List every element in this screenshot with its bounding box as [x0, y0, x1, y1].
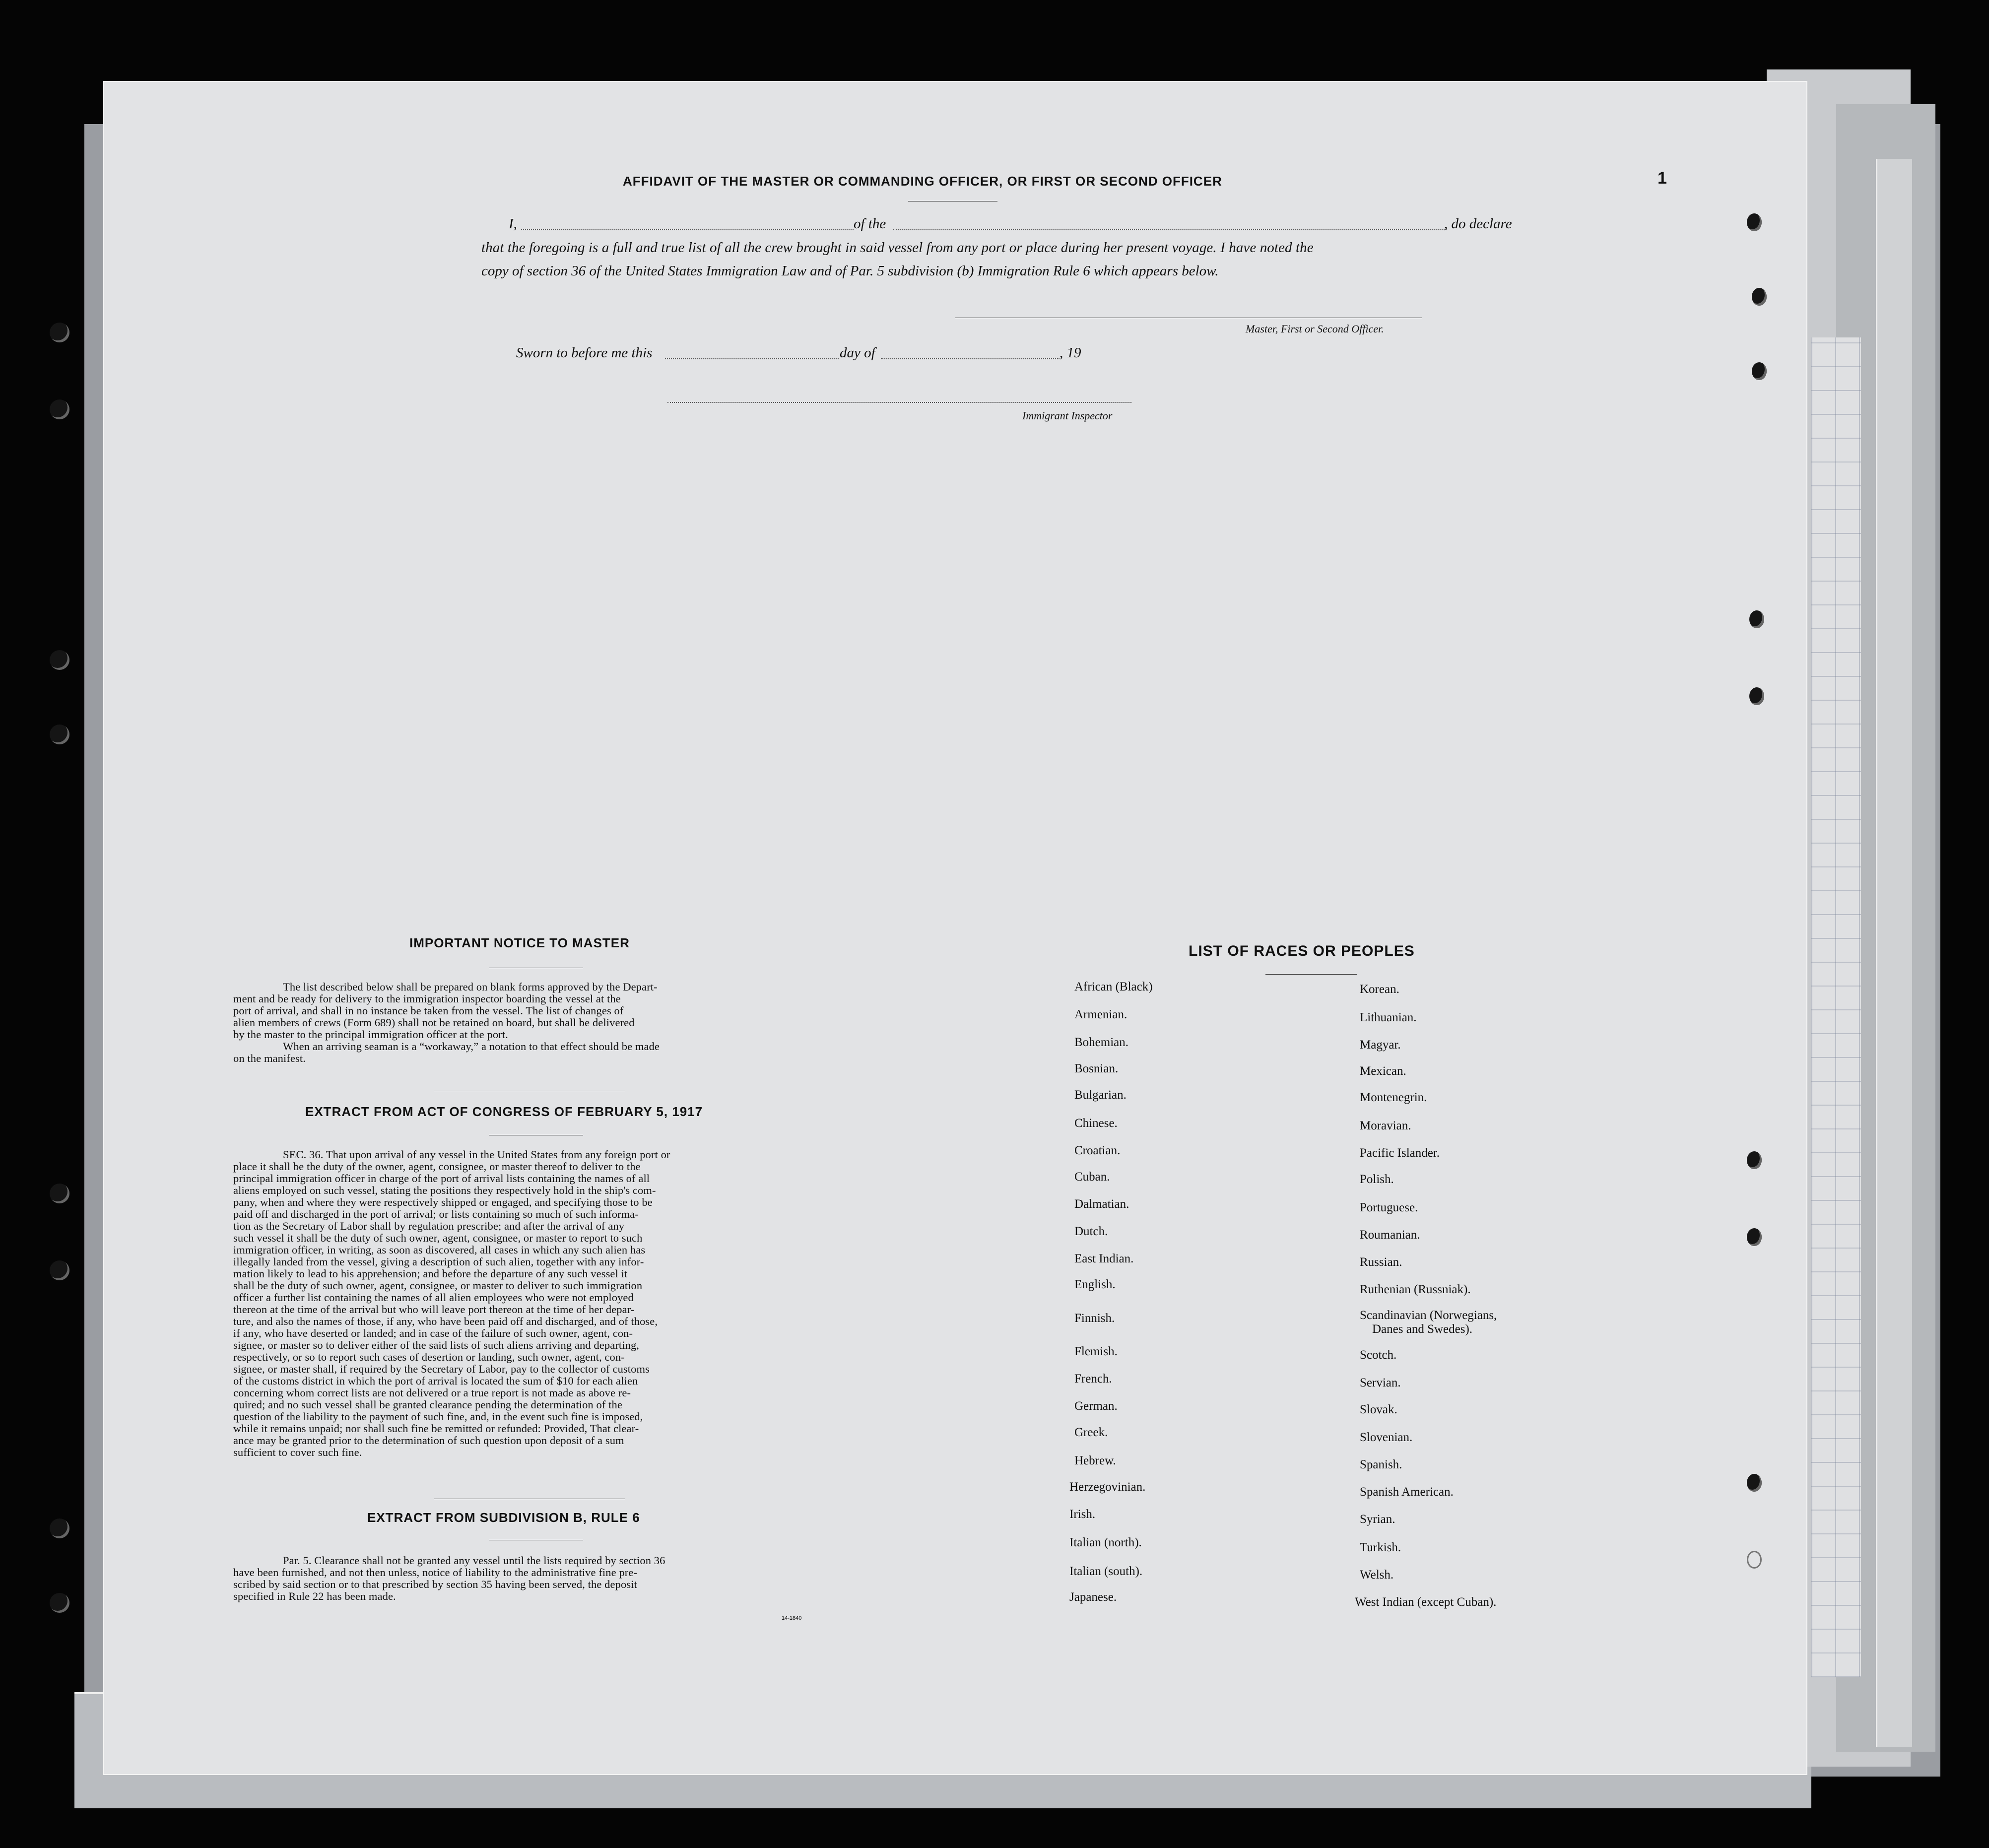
- act-line: pany, when and where they were respectively shipped or engaged, and specifying those to be: [233, 1196, 653, 1208]
- race-right: Korean.: [1360, 983, 1399, 996]
- rule-line: Par. 5. Clearance shall not be granted any vessel until the lists required by section 36: [283, 1554, 665, 1567]
- binder-hole: [1747, 213, 1762, 231]
- race-right: Moravian.: [1360, 1119, 1411, 1132]
- race-right: Spanish American.: [1360, 1485, 1454, 1499]
- race-left: Herzegovinian.: [1069, 1480, 1146, 1494]
- act-line: officer a further list containing the names of all alien employees who were not employed: [233, 1291, 634, 1304]
- affidavit-title: AFFIDAVIT OF THE MASTER OR COMMANDING OFFICER, OR FIRST OR SECOND OFFICER: [623, 174, 1222, 189]
- month-blank: [881, 358, 1060, 359]
- affidavit-i: I,: [509, 216, 517, 232]
- sworn-prefix: Sworn to before me this: [516, 345, 653, 361]
- binder-hole: [1747, 1551, 1762, 1569]
- binder-hole: [1747, 1151, 1762, 1169]
- race-left: Bosnian.: [1074, 1062, 1119, 1075]
- binder-hole: [1747, 1474, 1762, 1492]
- binder-hole: [50, 399, 69, 419]
- form-number: 14-1840: [782, 1615, 802, 1621]
- notice-line: ment and be ready for delivery to the immigration inspector boarding the vessel at the: [233, 992, 621, 1005]
- inspector-line: [667, 402, 1131, 403]
- rule-line: have been furnished, and not then unless, notice of liability to the administrative fine pre-: [233, 1566, 638, 1579]
- race-right: Danes and Swedes).: [1372, 1322, 1473, 1336]
- race-left: Greek.: [1074, 1426, 1108, 1439]
- binder-hole: [50, 1593, 69, 1613]
- race-left: Dutch.: [1074, 1225, 1108, 1238]
- race-left: Chinese.: [1074, 1117, 1118, 1130]
- act-line: signee, or master so to deliver either of the said lists of such aliens arriving and departing,: [233, 1339, 640, 1351]
- race-right: Ruthenian (Russniak).: [1360, 1283, 1471, 1296]
- race-right: Scandinavian (Norwegians,: [1360, 1309, 1497, 1322]
- act-line: SEC. 36. That upon arrival of any vessel in the United States from any foreign port or: [283, 1148, 670, 1161]
- race-left: Flemish.: [1074, 1345, 1118, 1358]
- binder-hole: [1747, 1228, 1762, 1246]
- inspector-label: Immigrant Inspector: [1022, 409, 1113, 422]
- race-right: West Indian (except Cuban).: [1355, 1595, 1497, 1609]
- act-line: mation likely to lead to his apprehension; and before the departure of any such vessel it: [233, 1267, 628, 1280]
- act-line: ance may be granted prior to the determination of such question upon deposit of a sum: [233, 1434, 624, 1447]
- race-left: English.: [1074, 1278, 1116, 1291]
- sworn-day: day of: [840, 345, 875, 361]
- race-right: Spanish.: [1360, 1458, 1402, 1471]
- binder-hole: [50, 1518, 69, 1538]
- race-left: Hebrew.: [1074, 1454, 1116, 1467]
- act-line: sufficient to cover such fine.: [233, 1446, 362, 1458]
- race-right: Polish.: [1360, 1173, 1394, 1186]
- notice-line: alien members of crews (Form 689) shall not be retained on board, but shall be delivered: [233, 1016, 635, 1029]
- binder-hole: [50, 1260, 69, 1280]
- name-blank: [521, 229, 854, 230]
- race-left: East Indian.: [1074, 1252, 1134, 1265]
- act-line: place it shall be the duty of the owner, agent, consignee, or master thereof to deliver to the: [233, 1160, 641, 1173]
- signature-label: Master, First or Second Officer.: [1246, 323, 1384, 335]
- act-line: paid off and discharged in the port of arrival; or lists containing so much of such informa-: [233, 1208, 639, 1220]
- binder-hole: [1752, 362, 1767, 380]
- act-line: tion as the Secretary of Labor shall by regulation prescribe; and after the arrival of any: [233, 1220, 625, 1232]
- affidavit-line-3: copy of section 36 of the United States Immigration Law and of Par. 5 subdivision (b) Immigration Rule 6 which appears below.: [481, 263, 1219, 279]
- race-left: German.: [1074, 1399, 1118, 1413]
- race-right: Slovak.: [1360, 1403, 1397, 1416]
- binder-hole: [50, 725, 69, 744]
- race-right: Lithuanian.: [1360, 1011, 1417, 1024]
- extract-rule-title: EXTRACT FROM SUBDIVISION B, RULE 6: [367, 1510, 640, 1525]
- day-blank: [665, 358, 839, 359]
- act-line: immigration officer, in writing, as soon as discovered, all cases in which any such alien has: [233, 1244, 646, 1256]
- act-line: question of the liability to the payment of such fine, and, in the event such fine is imposed,: [233, 1410, 643, 1423]
- race-left: Italian (south).: [1069, 1565, 1143, 1578]
- binder-hole: [1752, 288, 1767, 306]
- race-right: Magyar.: [1360, 1038, 1401, 1052]
- notice-line: port of arrival, and shall in no instance be taken from the vessel. The list of changes of: [233, 1004, 624, 1017]
- notice-line: The list described below shall be prepared on blank forms approved by the Depart-: [283, 981, 658, 993]
- race-left: Bulgarian.: [1074, 1088, 1127, 1102]
- affidavit-of-the: of the: [854, 216, 886, 232]
- race-left: Croatian.: [1074, 1144, 1121, 1157]
- race-right: Slovenian.: [1360, 1431, 1413, 1444]
- binder-hole: [50, 323, 69, 342]
- act-line: shall be the duty of such owner, agent, consignee, or master to deliver to such immigration: [233, 1279, 643, 1292]
- manifest-page: [104, 82, 1806, 1774]
- act-line: thereon at the time of the arrival but who will leave port thereon at the time of her depar-: [233, 1303, 635, 1316]
- act-line: quired; and no such vessel shall be granted clearance pending the determination of the: [233, 1398, 622, 1411]
- background-sheet-edge: [1876, 159, 1912, 1747]
- notice-title: IMPORTANT NOTICE TO MASTER: [409, 935, 630, 950]
- extract-act-body: [233, 1149, 819, 1458]
- notice-line: When an arriving seaman is a “workaway,” a notation to that effect should be made: [283, 1040, 660, 1053]
- race-left: Cuban.: [1074, 1170, 1110, 1184]
- vessel-blank: [893, 229, 1447, 230]
- race-right: Montenegrin.: [1360, 1091, 1427, 1104]
- race-right: Syrian.: [1360, 1513, 1395, 1526]
- extract-rule-body: [233, 1555, 819, 1602]
- race-left: Finnish.: [1074, 1312, 1115, 1325]
- race-right: Welsh.: [1360, 1568, 1394, 1582]
- race-right: Pacific Islander.: [1360, 1146, 1440, 1160]
- race-right: Mexican.: [1360, 1064, 1406, 1078]
- race-left: Bohemian.: [1074, 1036, 1129, 1049]
- graph-paper-strip: [1811, 337, 1861, 1677]
- race-right: Russian.: [1360, 1255, 1402, 1269]
- act-line: while it remains unpaid; nor shall such fine be remitted or refunded: Provided, That clear-: [233, 1422, 639, 1435]
- race-left: Japanese.: [1069, 1590, 1117, 1604]
- act-line: of the customs district in which the port of arrival is located the sum of $10 for each alien: [233, 1375, 638, 1387]
- race-left: Italian (north).: [1069, 1536, 1142, 1549]
- binder-hole: [1749, 610, 1764, 628]
- race-right: Portuguese.: [1360, 1201, 1418, 1214]
- race-left: Armenian.: [1074, 1008, 1127, 1021]
- rule-line: specified in Rule 22 has been made.: [233, 1590, 396, 1602]
- notice-body: [233, 981, 819, 1064]
- races-rule: [1265, 974, 1357, 975]
- binder-hole: [50, 1184, 69, 1203]
- notice-line: by the master to the principal immigration officer at the port.: [233, 1028, 508, 1041]
- act-line: if any, who have deserted or landed; and in case of the failure of such owner, agent, con-: [233, 1327, 633, 1339]
- act-line: respectively, or so to report such cases of desertion or landing, such owner, agent, con-: [233, 1351, 625, 1363]
- sworn-year: , 19: [1060, 345, 1081, 361]
- race-right: Turkish.: [1360, 1541, 1401, 1554]
- binder-hole: [1749, 687, 1764, 705]
- act-line: concerning whom correct lists are not delivered or a true report is not made as above re-: [233, 1386, 631, 1399]
- race-left: French.: [1074, 1372, 1112, 1386]
- race-right: Roumanian.: [1360, 1228, 1420, 1242]
- race-left: Irish.: [1069, 1508, 1096, 1521]
- binder-hole: [50, 650, 69, 670]
- act-line: such vessel it shall be the duty of such owner, agent, consignee, or master to report to such: [233, 1232, 643, 1244]
- extract-act-title: EXTRACT FROM ACT OF CONGRESS OF FEBRUARY 5, 1917: [305, 1104, 703, 1119]
- act-line: signee, or master shall, if required by the Secretary of Labor, pay to the collector of customs: [233, 1363, 650, 1375]
- race-right: Servian.: [1360, 1376, 1401, 1389]
- races-title: LIST OF RACES OR PEOPLES: [1189, 943, 1415, 959]
- race-right: Scotch.: [1360, 1348, 1397, 1362]
- page-number: 1: [1658, 169, 1667, 188]
- notice-line: on the manifest.: [233, 1052, 306, 1064]
- act-line: illegally landed from the vessel, giving a description of such alien, together with any infor-: [233, 1255, 644, 1268]
- act-line: principal immigration officer in charge of the port of arrival lists containing the names of all: [233, 1172, 650, 1185]
- affidavit-line-2: that the foregoing is a full and true list of all the crew brought in said vessel from any port or place during her present voyage. I have noted the: [481, 240, 1314, 256]
- act-line: ture, and also the names of those, if any, who have been paid off and discharged, and of those,: [233, 1315, 658, 1327]
- race-left: Dalmatian.: [1074, 1197, 1129, 1211]
- affidavit-declare: , do declare: [1444, 216, 1512, 232]
- race-left: African (Black): [1074, 980, 1153, 993]
- rule-line: scribed by said section or to that prescribed by section 35 having been served, the deposit: [233, 1578, 637, 1590]
- act-line: aliens employed on such vessel, stating the positions they respectively hold in the ship's com-: [233, 1184, 656, 1196]
